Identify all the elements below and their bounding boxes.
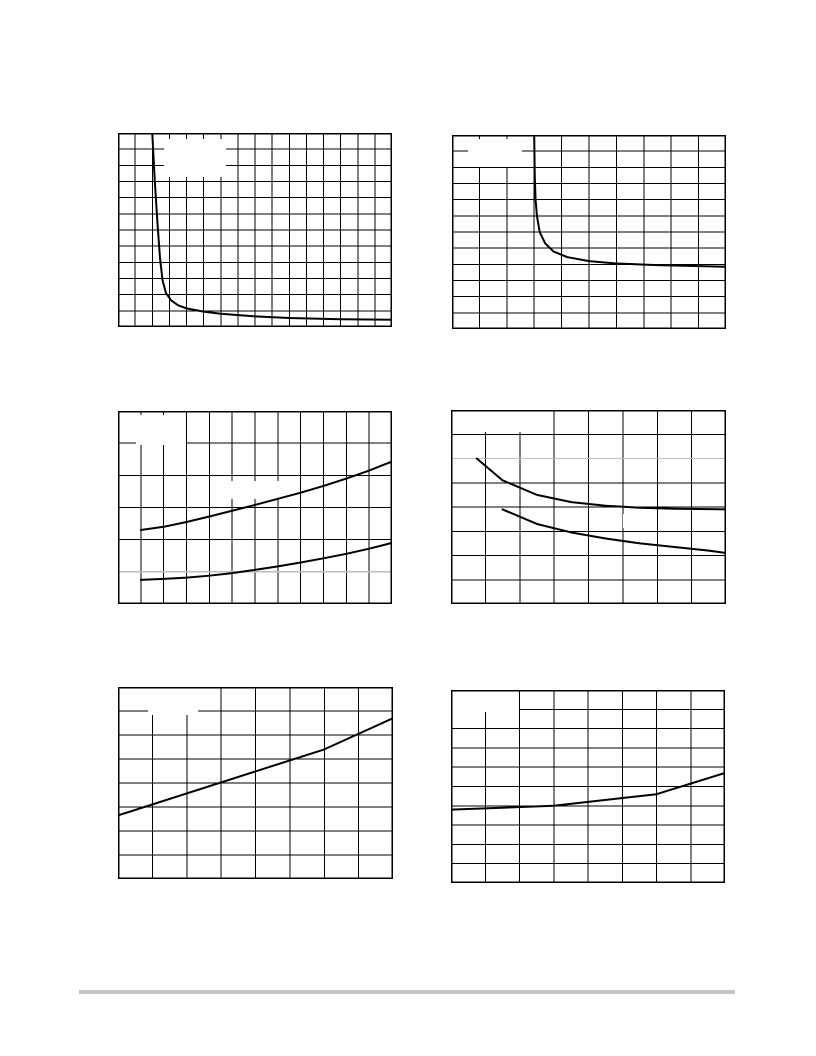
legend-box — [136, 415, 186, 445]
legend-box — [481, 410, 525, 432]
legend-box — [148, 687, 198, 715]
series-label-box — [623, 514, 651, 528]
grid-lines — [451, 410, 726, 604]
chart-5 — [118, 687, 393, 879]
series-line-2 — [141, 543, 392, 580]
series-label-box — [230, 481, 282, 499]
legend-box — [468, 139, 522, 167]
series-line-1 — [534, 135, 726, 267]
legend-box — [451, 690, 519, 712]
legend-box — [164, 139, 226, 177]
chart-2 — [452, 135, 726, 329]
grid-lines — [118, 687, 393, 879]
series-line-1 — [477, 459, 726, 510]
chart-1 — [118, 133, 392, 327]
grid-lines — [118, 133, 392, 327]
chart-4 — [451, 410, 726, 604]
footer-rule — [79, 990, 735, 994]
chart-6 — [451, 690, 725, 883]
chart-3 — [118, 411, 392, 604]
